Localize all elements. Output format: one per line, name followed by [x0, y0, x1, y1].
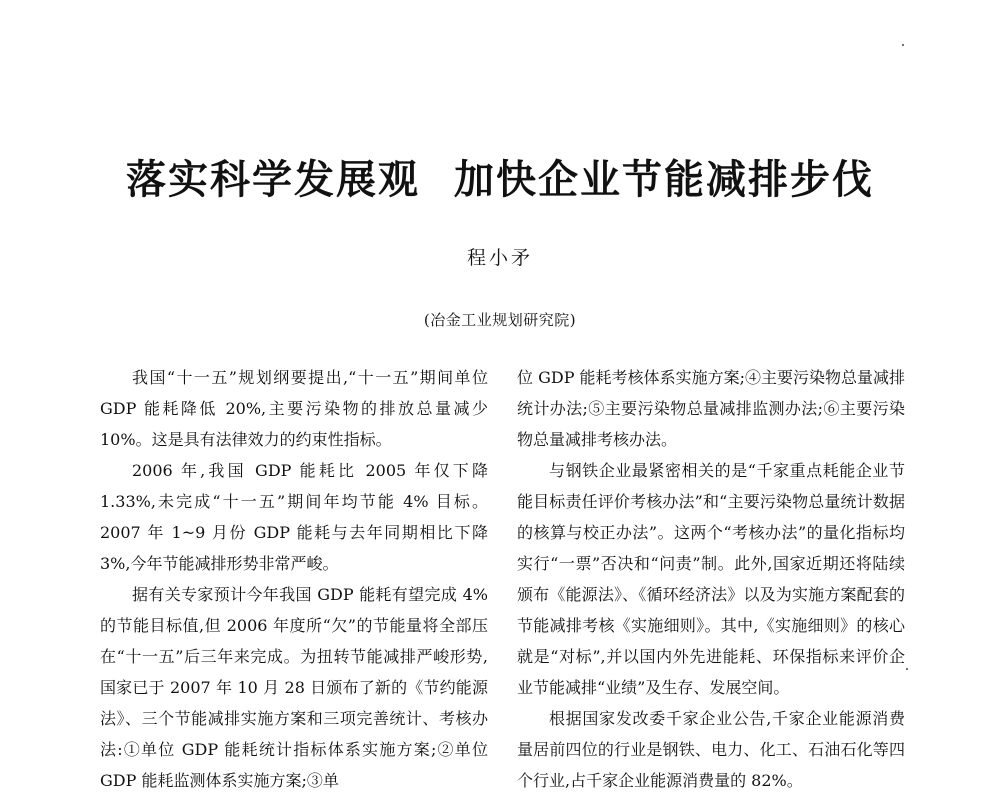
title-part-1: 落实科学发展观: [126, 156, 420, 203]
paragraph: 位 GDP 能耗考核体系实施方案;④主要污染物总量减排统计办法;⑤主要污染物总量减排监测办法;⑥主要污染物总量减排考核办法。: [517, 368, 905, 449]
scan-speck: [906, 668, 908, 670]
paragraph: 据有关专家预计今年我国 GDP 能耗有望完成 4% 的节能目标值,但 2006 年度所“欠”的节能量将全部压在“十一五”后三年来完成。为扭转节能减排严峻形势,国家已于 2007 年 10 月 28 日颁布了新的《节约能源法》、三个节能减排实施方案和三项完善统计、考核办法:①单位 GDP 能耗统计指标体系实施方案;②单位 GDP 能耗监测体系实施方案;③单: [100, 585, 488, 790]
paragraph: 我国“十一五”规划纲要提出,“十一五”期间单位 GDP 能耗降低 20%,主要污染物的排放总量减少 10%。这是具有法律效力的约束性指标。: [100, 368, 488, 449]
article-title: [0, 148, 1000, 205]
scan-speck: [902, 44, 904, 46]
paragraph: 与钢铁企业最紧密相关的是“千家重点耗能企业节能目标责任评价考核办法”和“主要污染物总量统计数据的核算与校正办法”。这两个“考核办法”的量化指标均实行“一票”否决和“问责”制。此外,国家近期还将陆续颁布《能源法》、《循环经济法》以及为实施方案配套的节能减排考核《实施细则》。其中,《实施细则》的核心就是“对标”,并以国内外先进能耗、环保指标来评价企业节能减排“业绩”及生存、发展空间。: [517, 461, 905, 697]
body-column-right: [517, 362, 905, 796]
title-part-2: 加快企业节能减排步伐: [454, 156, 874, 203]
paragraph: 2006 年,我国 GDP 能耗比 2005 年仅下降 1.33%,未完成“十一五”期间年均节能 4% 目标。2007 年 1~9 月份 GDP 能耗与去年同期相比下降 3%,今年节能减排形势非常严峻。: [100, 461, 488, 573]
author-affiliation: (冶金工业规划研究院): [423, 311, 577, 329]
body-column-left: [100, 362, 488, 796]
author-name: 程小矛: [466, 247, 533, 269]
paragraph: 根据国家发改委千家企业公告,千家企业能源消费量居前四位的行业是钢铁、电力、化工、石油石化等四个行业,占千家企业能源消费量的 82%。: [517, 709, 905, 790]
